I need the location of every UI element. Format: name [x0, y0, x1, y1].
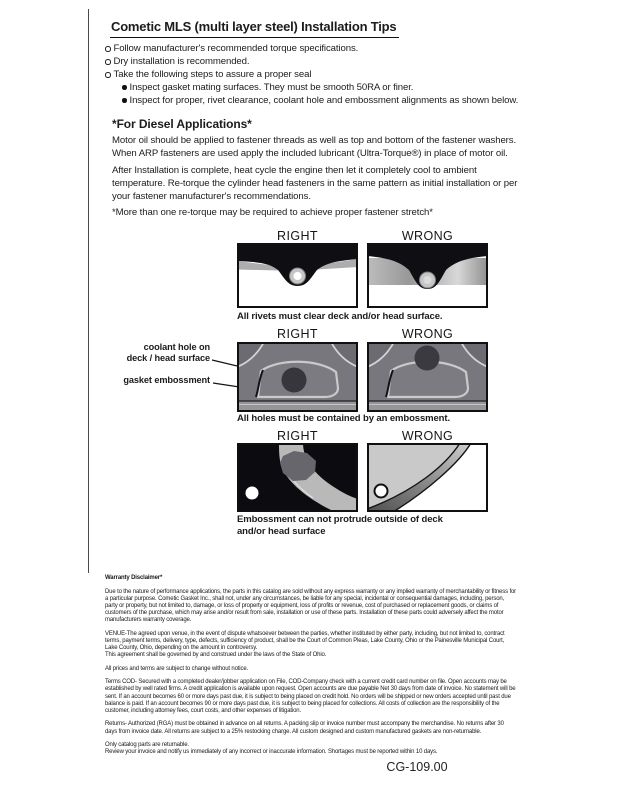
warranty-disclaimer-heading: Warranty Disclaimer*: [105, 575, 163, 581]
coolant-hole: [282, 368, 307, 393]
list-item-text: Dry installation is recommended.: [113, 56, 250, 67]
fine-print-paragraph: Due to the nature of performance applications, the parts in this catalog are sold without any express warranty or any implied warranty of merchantability or fitness for a particular purpose. Cometic Gasket Inc., shall not, under any circumstances, be liable for any special, incidental or consequential damages, including, person, party or property, but not limited to, damage, or loss of property or equipment, loss of profits or revenue, cost of purchased or replacement goods, or claims of customers of the purchase, which may arise and/or result from sale, installation or use of these parts. Installation of these parts could adversely affect the motor manufacturers warranty coverage.: [105, 588, 517, 624]
coolant-hole-label-line2: deck / head surface: [126, 353, 210, 363]
diagram-rivets-right-panel: [237, 243, 358, 308]
diagram-label-wrong: WRONG: [401, 429, 454, 443]
diagram-embossment-wrong-panel: [367, 443, 488, 512]
warranty-disclaimer-block: [105, 575, 517, 763]
bolt-hole: [246, 487, 259, 500]
paragraph-heat-cycle: After Installation is complete, heat cycle the engine then let it completely cool to ambient temperature. Re-torque the cylinder head fasteners in the same pattern as initial installation or per your fastener manufacturer's recommendations.: [112, 165, 518, 202]
diagram-caption-rivets: All rivets must clear deck and/or head surface.: [237, 311, 443, 322]
page-title: Cometic MLS (multi layer steel) Installation Tips: [110, 19, 399, 38]
coolant-hole-label: [98, 342, 210, 364]
list-item: [105, 55, 530, 68]
fine-print-paragraph: VENUE-The agreed upon venue, in the event of dispute whatsoever between the parties, whether instituted by either party, including, but not limited to, contract terms, payment terms, delivery, type, defects, sufficiency of product, shall be the Court of Common Pleas, Lake County, Ohio or the Painesville Municipal Court, Lake County, Ohio, depending on the amount in controversy.: [105, 630, 505, 652]
list-item: [105, 68, 530, 81]
list-item: [105, 42, 530, 55]
dot-bullet-icon: [122, 85, 127, 90]
list-item-text: Follow manufacturer's recommended torque specifications.: [113, 43, 359, 54]
paragraph-retorque-note: *More than one re-torque may be required to achieve proper fastener stretch*: [112, 207, 433, 218]
coolant-hole: [415, 346, 440, 371]
sub-list-item: [122, 94, 530, 107]
caption-line1: Embossment can not protrude outside of deck: [237, 514, 443, 525]
diagram-rivets-wrong-panel: [367, 243, 488, 308]
coolant-hole-label-line1: coolant hole on: [143, 342, 210, 352]
circle-bullet-icon: [105, 46, 111, 52]
dot-bullet-icon: [122, 98, 127, 103]
gasket-embossment-label: gasket embossment: [123, 375, 210, 385]
diagram-label-right: RIGHT: [277, 429, 318, 443]
caption-line2: and/or head surface: [237, 525, 326, 537]
fine-print-paragraph: All prices and terms are subject to change without notice.: [105, 665, 249, 672]
diagram-holes-wrong-panel: [367, 342, 488, 412]
diagram-caption-holes: All holes must be contained by an embossment.: [237, 413, 450, 424]
fine-print-paragraph: Returns- Authorized (RGA) must be obtained in advance on all returns. A packing slip or invoice number must accompany the merchandise. No returns after 30 days from invoice date. All returns are subject to a 25% restocking charge. All custom designed and custom manufactured gaskets are non-returnable.: [105, 721, 504, 735]
circle-bullet-icon: [105, 72, 111, 78]
list-item-text: Inspect gasket mating surfaces. They must be smooth 50RA or finer.: [129, 82, 414, 93]
fine-print-paragraph: This agreement shall be governed by and construed under the laws of the State of Ohio.: [105, 652, 327, 659]
bolt-hole: [375, 485, 388, 498]
diagram-caption-embossment: [237, 514, 507, 537]
fine-print-paragraph: Only catalog parts are returnable.: [105, 742, 189, 749]
rivet-center: [424, 276, 432, 284]
section-heading-diesel: *For Diesel Applications*: [112, 117, 252, 131]
diagram-label-wrong: WRONG: [401, 229, 454, 243]
paragraph-motor-oil: Motor oil should be applied to fastener threads as well as top and bottom of the fastener washers. When ARP fasteners are used apply the included lubricant (Ultra-Torque®) in place of motor oil.: [112, 135, 517, 159]
circle-bullet-icon: [105, 59, 111, 65]
left-margin-rule: [88, 9, 89, 573]
list-item-text: Inspect for proper, rivet clearance, coolant hole and embossment alignments as shown below.: [129, 95, 519, 106]
diagram-holes-right-panel: [237, 342, 358, 412]
page-number: CG-109.00: [386, 760, 448, 774]
fine-print-paragraph: Terms COD- Secured with a completed dealer/jobber application on File, COD-Company check with a current credit card number on file. Open accounts may be established by well rated firms. A credit application is available upon request. Open accounts are due payable Net 30 days from date of invoice. No statement will be sent. If an account becomes 60 or more days past due, it is subject to being placed on credit hold. No orders will be shipped or new orders accepted until past due balance is paid. If an account becomes 90 or more days past due, it is subject to being placed for collections. All costs of collection are the responsibility of the customer, including attorney fees, court costs, and other expenses of litigation.: [105, 679, 516, 714]
fine-print-paragraph: Review your invoice and notify us immediately of any incorrect or inaccurate information. Shortages must be reported within 10 days.: [105, 749, 438, 756]
installation-tips-list: [105, 42, 530, 107]
diagram-embossment-right-panel: [237, 443, 358, 512]
diagram-label-right: RIGHT: [277, 229, 318, 243]
diagram-label-wrong: WRONG: [401, 327, 454, 341]
diagram-label-right: RIGHT: [277, 327, 318, 341]
rivet-center: [294, 272, 302, 280]
list-item-text: Take the following steps to assure a proper seal: [113, 69, 312, 80]
sub-list-item: [122, 81, 530, 94]
